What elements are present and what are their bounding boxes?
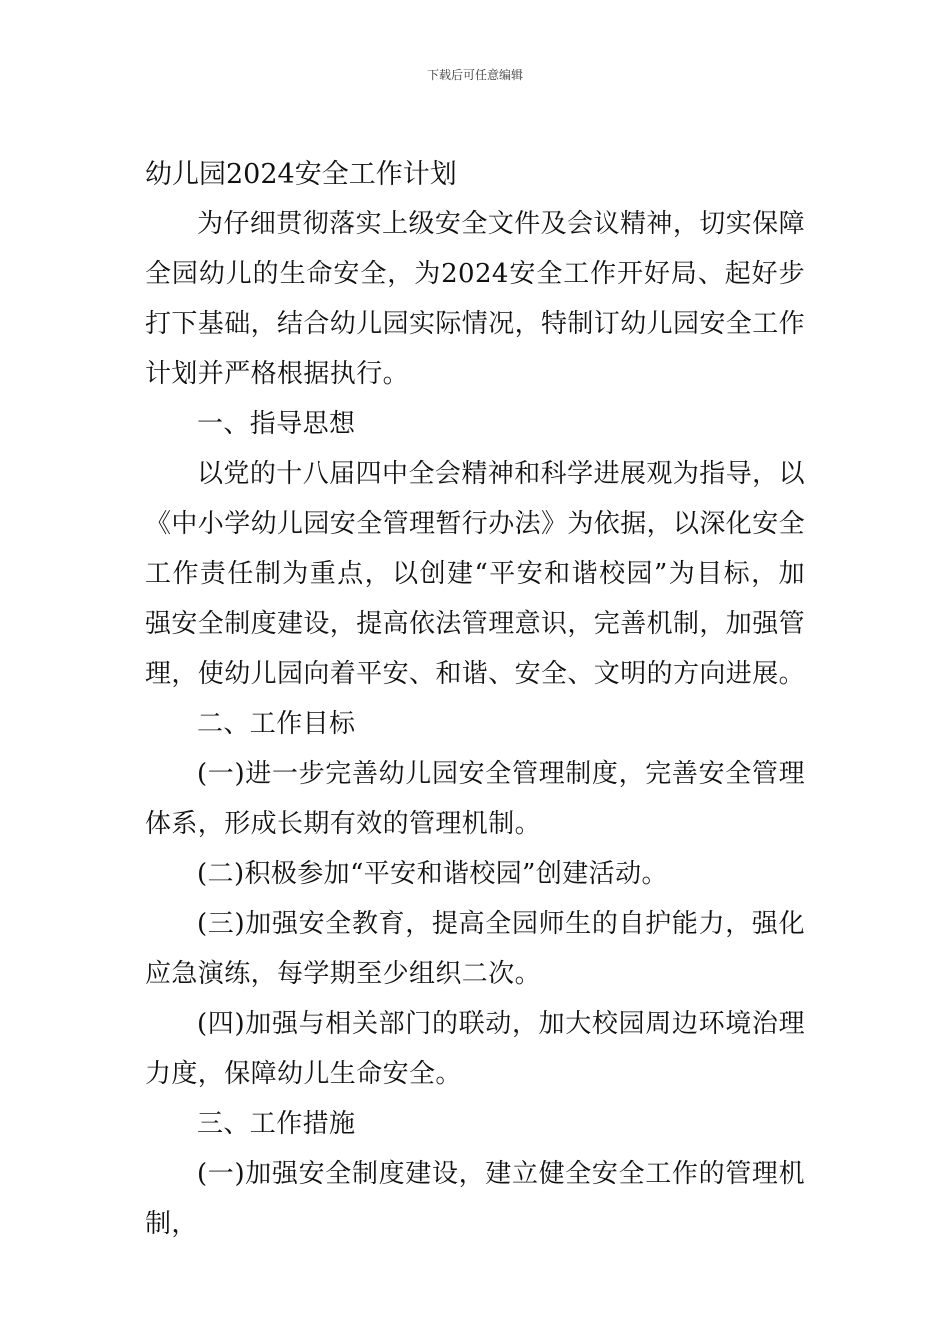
section-heading-work-goals: 二、工作目标	[197, 709, 356, 739]
goal-item-3: (三)加强安全教育，提高全园师生的自护能力，强化应急演练，每学期至少组织二次。	[145, 909, 805, 989]
intro-paragraph: 为仔细贯彻落实上级安全文件及会议精神，切实保障全园幼儿的生命安全，为2024安全工作开好局、起好步打下基础，结合幼儿园实际情况，特制订幼儿园安全工作计划并严格根据执行。	[145, 209, 806, 389]
goal-item-2: (二)积极参加“平安和谐校园”创建活动。	[197, 859, 668, 889]
section-heading-work-measures: 三、工作措施	[197, 1109, 356, 1139]
measure-item-1: (一)加强安全制度建设，建立健全安全工作的管理机制，	[145, 1159, 805, 1239]
guiding-ideology-paragraph: 以党的十八届四中全会精神和科学进展观为指导，以《中小学幼儿园安全管理暂行办法》为依据，以深化安全工作责任制为重点，以创建“平安和谐校园”为目标，加强安全制度建设，提高依法管理意识，完善机制，加强管理，使幼儿园向着平安、和谐、安全、文明的方向进展。	[145, 459, 806, 689]
goal-item-4: (四)加强与相关部门的联动，加大校园周边环境治理力度，保障幼儿生命安全。	[145, 1009, 805, 1089]
document-title: 幼儿园2024安全工作计划	[145, 159, 457, 190]
page-header-note: 下载后可任意编辑	[426, 68, 523, 82]
section-heading-guiding-ideology: 一、指导思想	[197, 409, 356, 439]
document-body	[145, 199, 805, 1249]
goal-item-1: (一)进一步完善幼儿园安全管理制度，完善安全管理体系，形成长期有效的管理机制。	[145, 759, 805, 839]
